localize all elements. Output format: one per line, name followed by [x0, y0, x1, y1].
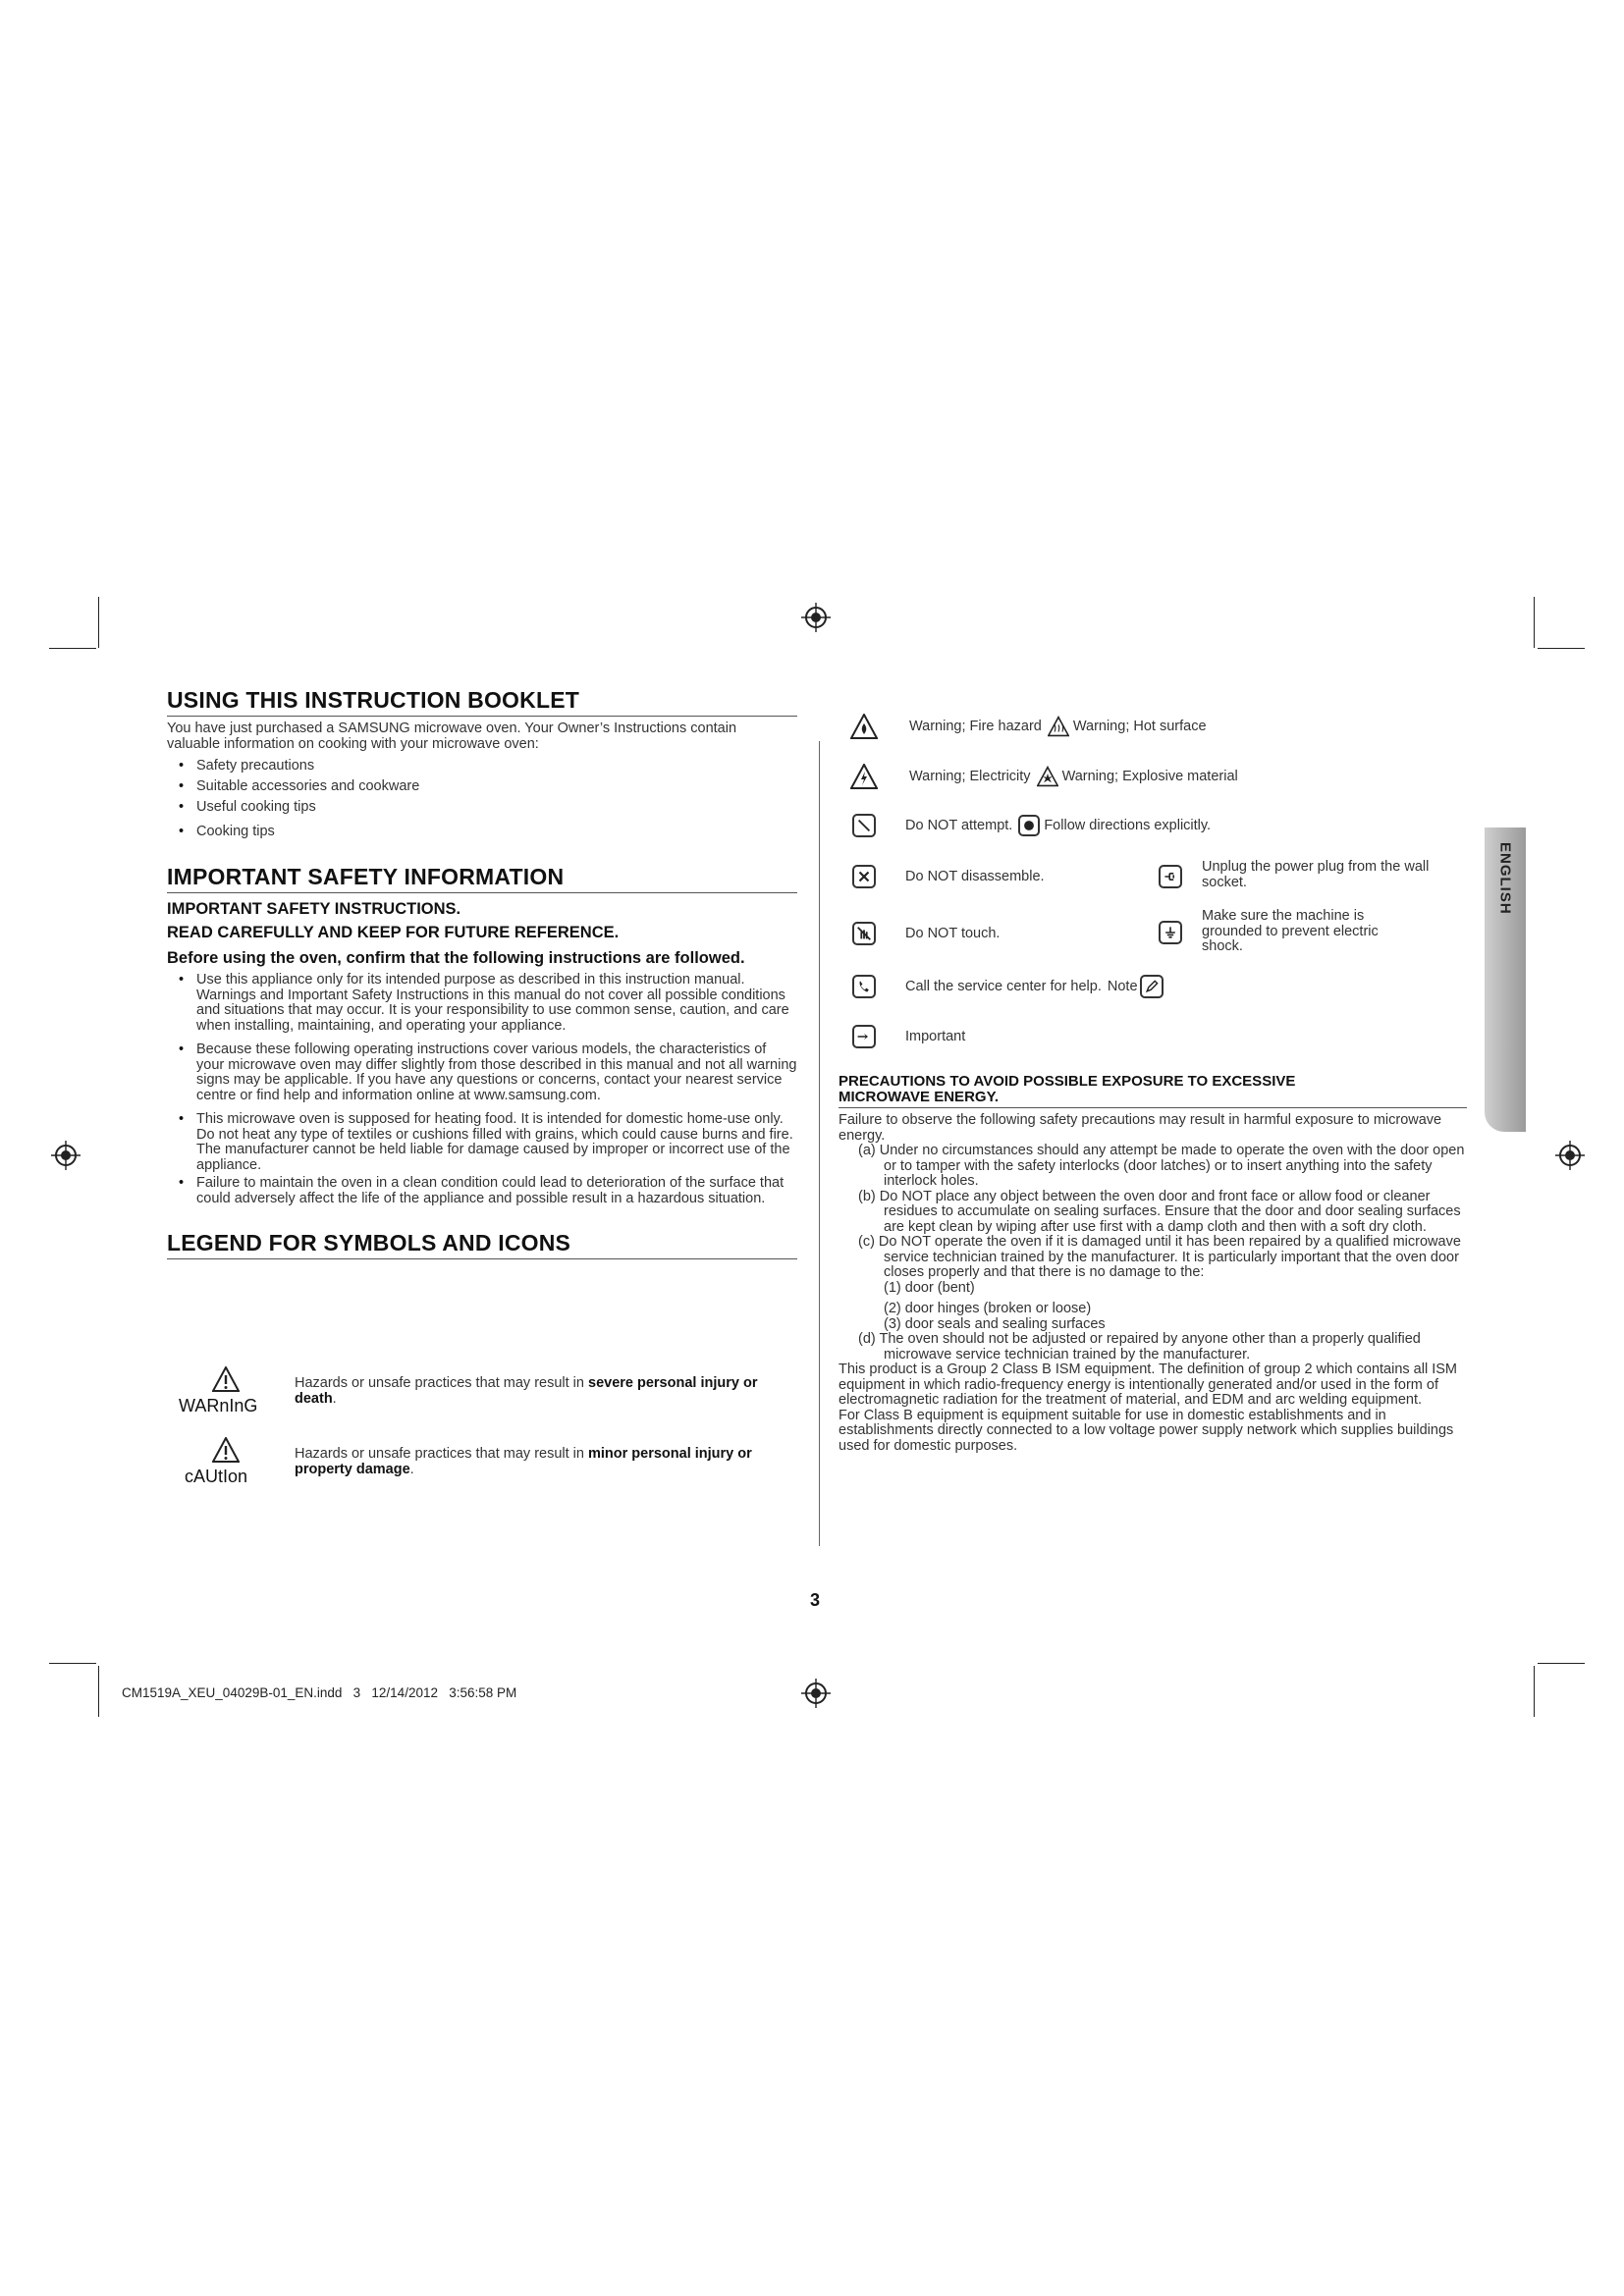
do-not-attempt-icon	[852, 814, 876, 837]
symbol-row-electricity: Warning; Electricity Warning; Explosive material	[850, 764, 1238, 789]
crop-mark	[49, 1663, 96, 1664]
section-title-legend: LEGEND FOR SYMBOLS AND ICONS	[167, 1230, 571, 1255]
list-item: • Cooking tips	[167, 822, 797, 842]
section-title-booklet: USING THIS INSTRUCTION BOOKLET	[167, 687, 579, 713]
section-title-safety: IMPORTANT SAFETY INFORMATION	[167, 864, 565, 889]
precaution-c3: (3) door seals and sealing surfaces	[884, 1315, 1106, 1332]
list-item: • Failure to maintain the oven in a clean condition could lead to deterioration of the surface that could adversely affect the life of the appliance and possible result in a hazardous situation.	[167, 1176, 797, 1206]
precaution-c1: (1) door (bent)	[884, 1279, 975, 1296]
class-b-paragraph: For Class B equipment is equipment suitable for use in domestic establishments and in establishments directly connected to a low voltage power supply network which supplies buildings used for domestic purposes.	[839, 1407, 1454, 1454]
precaution-c2: (2) door hinges (broken or loose)	[884, 1301, 1092, 1316]
caution-triangle-icon	[212, 1437, 240, 1463]
booklet-list	[167, 756, 797, 842]
section-rule	[167, 716, 797, 717]
list-item: • Safety precautions	[167, 756, 797, 776]
caution-label: cAUtIon	[185, 1467, 248, 1486]
legend-caution	[167, 1437, 795, 1496]
precaution-d: (d) The oven should not be adjusted or repaired by anyone other than a properly qualified microwave service technician trained by the manufacturer.	[858, 1331, 1421, 1362]
list-item: • This microwave oven is supposed for heating food. It is intended for domestic home-use only. Do not heat any type of textiles or cushions filled with grains, which could cause burns and fire. The manufacturer cannot be held liable for damage caused by improper or incorrect use of the appliance.	[167, 1112, 797, 1173]
precautions-section	[839, 1074, 1467, 1454]
precaution-a: (a) Under no circumstances should any attempt be made to operate the oven with the door open or to tamper with the safety interlocks (door latches) or to insert anything into the safety interlock holes.	[858, 1143, 1465, 1189]
column-divider	[819, 741, 820, 1546]
language-tab-label: ENGLISH	[1496, 842, 1514, 915]
symbol-row-disassemble: Do NOT disassemble.	[852, 865, 1045, 888]
ism-paragraph: This product is a Group 2 Class B ISM equipment. The definition of group 2 which contains all ISM equipment in which radio-frequency energy is intentionally generated and/or used in the form of electromagnetic radiation for the treatment of material, and EDM and arc welding equipment.	[839, 1362, 1457, 1408]
important-icon	[852, 1025, 876, 1048]
crop-mark	[1534, 597, 1535, 648]
registration-mark-icon	[51, 1141, 81, 1170]
no-touch-icon	[852, 922, 876, 945]
hot-surface-icon	[1048, 716, 1069, 737]
section-rule	[167, 1258, 797, 1259]
ground-icon	[1159, 921, 1182, 944]
legend-warning	[167, 1366, 795, 1425]
booklet-intro: You have just purchased a SAMSUNG microwave oven. Your Owner’s Instructions contain valuable information on cooking with your microwave oven:	[167, 721, 737, 752]
crop-mark	[1534, 1666, 1535, 1717]
registration-mark-icon	[1555, 1141, 1585, 1170]
no-disassemble-icon	[852, 865, 876, 888]
left-column	[167, 687, 797, 1259]
safety-heading-2: READ CAREFULLY AND KEEP FOR FUTURE REFERENCE.	[167, 924, 620, 941]
section-rule	[167, 892, 797, 893]
warning-label: WARnInG	[179, 1396, 258, 1415]
explosive-material-icon	[1037, 766, 1058, 787]
precautions-title: PRECAUTIONS TO AVOID POSSIBLE EXPOSURE TO EXCESSIVE MICROWAVE ENERGY.	[839, 1073, 1296, 1105]
unplug-icon	[1159, 865, 1182, 888]
page-number: 3	[809, 1590, 820, 1610]
list-item: • Useful cooking tips	[167, 797, 797, 818]
list-item: • Use this appliance only for its intended purpose as described in this instruction manual. Warnings and Important Safety Instructions in this manual do not cover all possible conditions and situations that may occur. It is your responsibility to use common sense, caution, and care when installing, maintaining, and operating your appliance.	[167, 973, 797, 1034]
file-slug: CM1519A_XEU_04029B-01_EN.indd 3 12/14/2012 3:56:58 PM	[122, 1685, 517, 1700]
crop-mark	[1538, 648, 1585, 649]
crop-mark	[98, 1666, 99, 1717]
symbol-row-service: Call the service center for help. Note	[852, 975, 1164, 998]
fire-warning-icon	[850, 714, 878, 739]
crop-mark	[49, 648, 96, 649]
registration-mark-icon	[801, 603, 831, 632]
warning-description: Hazards or unsafe practices that may result in severe personal injury or death.	[295, 1375, 758, 1407]
precaution-c: (c) Do NOT operate the oven if it is damaged until it has been repaired by a qualified microwave service technician trained by the manufacturer. It is particularly important that the oven door closes properly and that there is no damage to the:	[858, 1234, 1461, 1280]
follow-directions-icon	[1018, 815, 1040, 836]
symbol-row-fire: Warning; Fire hazard Warning; Hot surface	[850, 714, 1207, 739]
electricity-warning-icon	[850, 764, 878, 789]
symbol-row-important: Important	[852, 1025, 965, 1048]
safety-list	[167, 973, 797, 1206]
precaution-b: (b) Do NOT place any object between the oven door and front face or allow food or cleaner residues to accumulate on sealing surfaces. Ensure that the door and door sealing surfaces are kept clean by wiping after use first with a damp cloth and then with a soft dry cloth.	[858, 1188, 1461, 1235]
symbol-row-unplug: Unplug the power plug from the wall socket.	[1159, 860, 1447, 890]
caution-description: Hazards or unsafe practices that may result in minor personal injury or property damage.	[295, 1446, 752, 1477]
safety-heading-3: Before using the oven, confirm that the following instructions are followed.	[167, 949, 745, 967]
crop-mark	[98, 597, 99, 648]
service-call-icon	[852, 975, 876, 998]
crop-mark	[1538, 1663, 1585, 1664]
safety-heading-1: IMPORTANT SAFETY INSTRUCTIONS.	[167, 900, 461, 918]
list-item: • Suitable accessories and cookware	[167, 776, 797, 797]
precautions-intro: Failure to observe the following safety precautions may result in harmful exposure to microwave energy.	[839, 1112, 1442, 1144]
note-icon	[1140, 975, 1164, 998]
registration-mark-icon	[801, 1679, 831, 1708]
symbol-row-grounded: Make sure the machine is grounded to prevent electric shock.	[1159, 909, 1418, 955]
symbol-row-attempt: Do NOT attempt. Follow directions explicitly.	[852, 814, 1211, 837]
section-rule	[839, 1107, 1467, 1108]
warning-triangle-icon	[212, 1366, 240, 1392]
symbol-row-touch: Do NOT touch.	[852, 922, 1000, 945]
list-item: • Because these following operating instructions cover various models, the characteristics of your microwave oven may differ slightly from those described in this manual and not all warning signs may be applicable. If you have any questions or concerns, contact your nearest service centre or find help and information online at www.samsung.com.	[167, 1042, 797, 1103]
